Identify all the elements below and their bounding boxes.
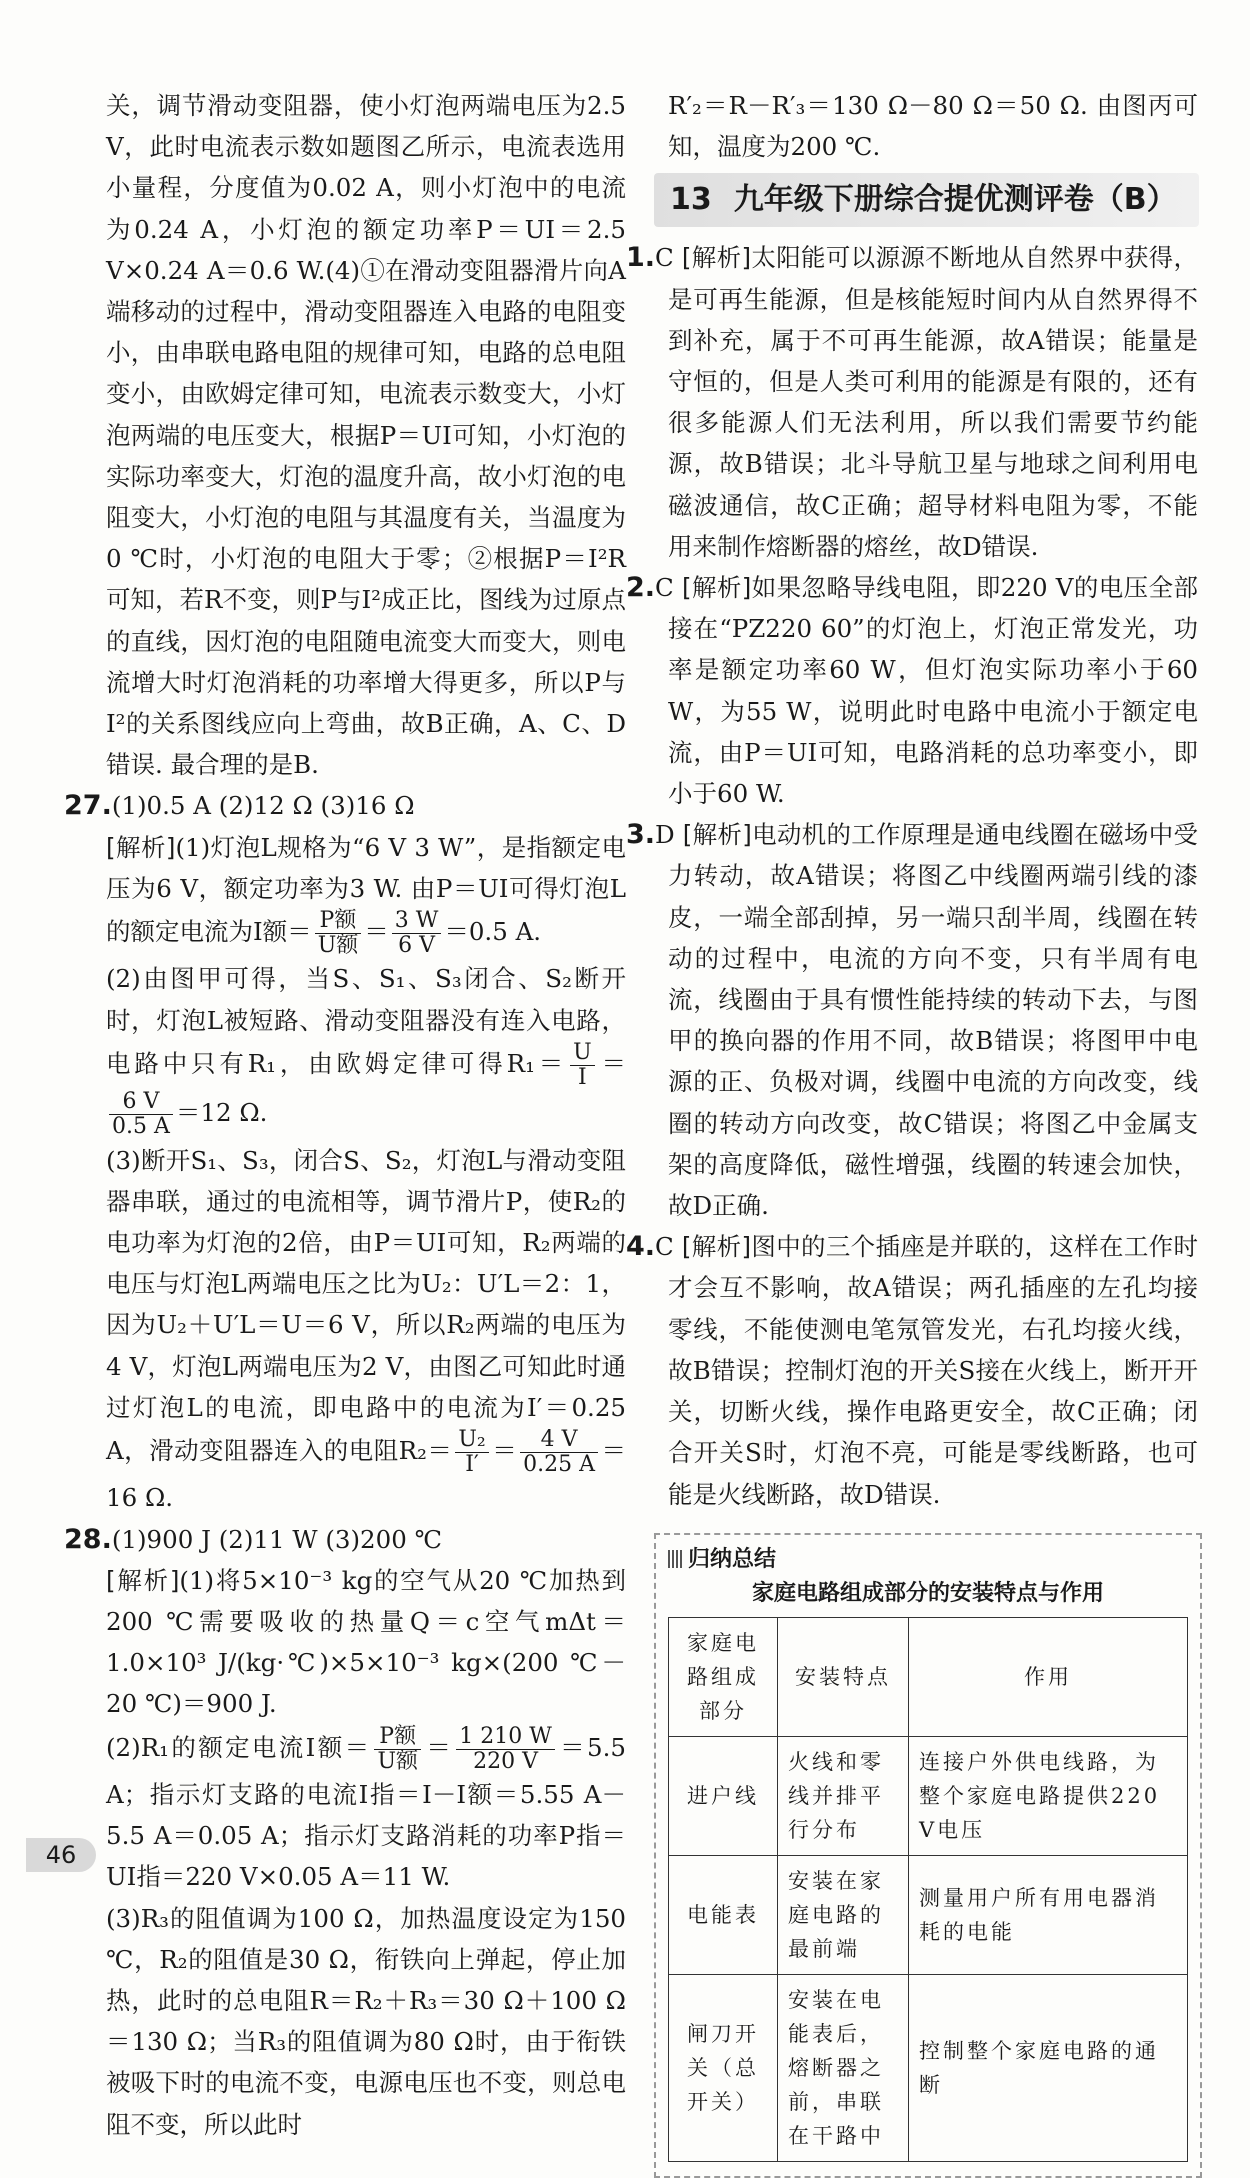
table-row (669, 1855, 1188, 1974)
table-cell: 闸刀开关（总开关） (669, 1974, 778, 2161)
column-header: 家庭电路组成部分 (669, 1617, 778, 1736)
analysis-label: [解析] (682, 573, 752, 603)
fraction: $\frac{\text{U₂}}{I'}$ (455, 1428, 488, 1477)
column-header: 作用 (909, 1617, 1188, 1736)
analysis-label: [解析] (681, 1232, 752, 1262)
analysis-label: [解析] (682, 820, 752, 850)
fraction: $\frac{3 W}{6 V}$ (392, 909, 442, 958)
table-cell: 进户线 (669, 1736, 778, 1855)
section-title-text: 九年级下册综合提优测评卷（B） (733, 182, 1177, 218)
table-cell: 测量用户所有用电器消耗的电能 (909, 1855, 1188, 1974)
question-number: 2. (626, 572, 656, 604)
answer: C (655, 573, 674, 603)
question-1 (626, 237, 1198, 567)
table-cell: 电能表 (669, 1855, 778, 1974)
table-row (669, 1974, 1188, 2161)
analysis-text: 太阳能可以源源不断地从自然界中获得，是可再生能源，但是核能短时间内从自然界得不到补充，属于不可再生能源，故A错误；能量是守恒的，但是人类可利用的能源是有限的，还有很多能源人们无法利用，所以我们需要节约能源，故B错误；北斗导航卫星与地球之间利用电磁波通信，故C正确；超导材料电阻为零，不能用来制作熔断器的熔丝，故D错误. (668, 243, 1198, 561)
summary-header (668, 1545, 1188, 1575)
fraction: $\frac{U}{I}$ (570, 1041, 595, 1090)
analysis-text: 图中的三个插座是并联的，这样在工作时才会互不影响，故A错误；两孔插座的左孔均接零线，不能使测电笔氖管发光，右孔均接火线，故B错误；控制灯泡的开关S接在火线上，断开开关，切断火线，操作电路更安全，故C正确；闭合开关S时，灯泡不亮，可能是零线断路，也可能是火线断路，故D错误. (668, 1232, 1198, 1509)
table-cell: 安装在电能表后，熔断器之前，串联在干路中 (778, 1974, 909, 2161)
analysis-label: [解析] (681, 243, 752, 273)
table-cell: 连接户外供电线路，为整个家庭电路提供220 V电压 (909, 1736, 1188, 1855)
question-3 (626, 814, 1198, 1226)
analysis-text: (2)由图甲可得，当S、S₁、S₃闭合、S₂断开时，灯泡L被短路、滑动变阻器没有连入电路，电路中只有R₁，由欧姆定律可得R₁＝ (106, 964, 626, 1079)
answer: D (655, 820, 675, 850)
question-number: 4. (626, 1231, 656, 1263)
analysis-text: 电动机的工作原理是通电线圈在磁场中受力转动，故A错误；将图乙中线圈两端引线的漆皮，一端全部刮掉，另一端只刮半周，线圈在转动的过程中，电流的方向不变，只有半周有电流，线圈由于具有惯性能持续的转动下去，与图甲的换向器的作用不同，故B错误；将图甲中电源的正、负极对调，线圈中电流的方向改变，线圈的转动方向改变，故C错误；将图乙中金属支架的高度降低，磁性增强，线圈的转速会加快，故D正确. (668, 820, 1198, 1221)
answer: C (655, 243, 674, 273)
summary-table (668, 1617, 1188, 2162)
analysis-label: [解析] (106, 1565, 180, 1595)
analysis-text: (1)灯泡L规格为“6 V 3 W”，是指额定电压为6 V，额定功率为3 W. 由P＝UI可得灯泡L的额定电流为I额＝ (106, 832, 626, 947)
question-4 (626, 1226, 1198, 1514)
q26-continuation: 关，调节滑动变阻器，使小灯泡两端电压为2.5 V，此时电流表示数如题图乙所示，电流表选用小量程，分度值为0.02 A，则小灯泡中的电流为0.24 A，小灯泡的额定功率P＝UI＝2.5 V×0.24 A＝0.6 W.(4)①在滑动变阻器滑片向A端移动的过程中，滑动变阻器连入电路的电阻变小，由串联电路电阻的规律可知，电路的总电阻变小，由欧姆定律可知，电流表示数变大，小灯泡两端的电压变大，根据P＝UI可知，小灯泡的实际功率变大，灯泡的温度升高，故小灯泡的电阻变大，小灯泡的电阻与其温度有关，当温度为0 ℃时，小灯泡的电阻大于零；②根据P＝I²R可知，若R不变，则P与I²成正比，图线为过原点的直线，因灯泡的电阻随电流变大而变大，则电流增大时灯泡消耗的功率增大得更多，所以P与I²的关系图线应向上弯曲，故B正确，A、C、D错误. 最合理的是B. (106, 91, 626, 780)
analysis-text: ＝16 Ω. (106, 1436, 627, 1513)
fraction: $\frac{\text{P额}}{\text{U额}}$ (315, 909, 362, 958)
question-number: 27. (64, 790, 112, 822)
table-title: 家庭电路组成部分的安装特点与作用 (751, 1580, 1104, 1606)
question-28: 28.(1)900 J (2)11 W (3)200 ℃ [解析](1)将5×10⁻³ kg的空气从20 ℃加热到200 ℃需要吸收的热量Q＝c空气mΔt＝1.0×10³ J/(kg·℃)×5×10⁻³ kg×(200 ℃－20 ℃)＝900 J. (2)R₁的额定电流I额＝ $\frac{\text{P额}}{\text{U额}}$ ＝ $\frac{1 210 W}{220 V}$ ＝5.5 A；指示灯支路的电流I指＝I－I额＝5.55 A－5.5 A＝0.05 A；指示灯支路消耗的功率P指＝UI指＝220 V×0.05 A＝11 W. (3)R₃的阻值调为100 Ω，加热温度设定为150 ℃，R₂的阻值是30 Ω，衔铁向上弹起，停止加热，此时的总电阻R＝R₂＋R₃＝30 Ω＋100 Ω＝130 Ω；当R₃的阻值调为80 Ω时，由于衔铁被吸下时的电流不变，电源电压也不变，则总电阻不变，所以此时 (106, 1519, 626, 2145)
analysis-text: ＝0.5 A. (444, 917, 542, 947)
table-header-row (669, 1617, 1188, 1736)
question-number: 28. (64, 1523, 112, 1555)
question-2 (626, 567, 1198, 814)
left-column (64, 85, 627, 2145)
table-cell: 控制整个家庭电路的通断 (909, 1974, 1188, 2161)
table-cell: 安装在家庭电路的最前端 (778, 1855, 909, 1974)
analysis-text: (2)R₁的额定电流I额＝ (106, 1732, 372, 1762)
table-cell: 火线和零线并排平行分布 (778, 1736, 909, 1855)
fraction: $\frac{4 V}{0.25 A}$ (520, 1428, 598, 1477)
analysis-label: [解析] (106, 832, 176, 862)
bars-icon (668, 1550, 682, 1568)
page-number: 46 (26, 1838, 96, 1872)
fraction: $\frac{6 V}{0.5 A}$ (109, 1090, 173, 1139)
analysis-text: (3)R₃的阻值调为100 Ω，加热温度设定为150 ℃，R₂的阻值是30 Ω，衔铁向上弹起，停止加热，此时的总电阻R＝R₂＋R₃＝30 Ω＋100 Ω＝130 Ω；当R₃的阻值调为80 Ω时，由于衔铁被吸下时的电流不变，电源电压也不变，则总电阻不变，所以此时 (106, 1903, 626, 2139)
section-number: 13 (670, 182, 712, 218)
answer-list: (1)0.5 A (2)12 Ω (3)16 Ω (111, 791, 415, 821)
question-number: 1. (626, 242, 656, 274)
analysis-text: (1)将5×10⁻³ kg的空气从20 ℃加热到200 ℃需要吸收的热量Q＝c空气mΔt＝1.0×10³ J/(kg·℃)×5×10⁻³ kg×(200 ℃－20 ℃)＝900 J. (106, 1565, 626, 1719)
answer: C (655, 1232, 674, 1262)
fraction: $\frac{\text{P额}}{\text{U额}}$ (374, 1725, 421, 1774)
analysis-text: ＝5.5 A；指示灯支路的电流I指＝I－I额＝5.55 A－5.5 A＝0.05 A；指示灯支路消耗的功率P指＝UI指＝220 V×0.05 A＝11 W. (106, 1732, 627, 1892)
question-27: 27.(1)0.5 A (2)12 Ω (3)16 Ω [解析](1)灯泡L规格为“6 V 3 W”，是指额定电压为6 V，额定功率为3 W. 由P＝UI可得灯泡L的额定电流为I额＝ $\frac{\text{P额}}{\text{U额}}$ ＝ $\frac{3 W}{6 V}$ ＝0.5 A. (2)由图甲可得，当S、S₁、S₃闭合、S₂断开时，灯泡L被短路、滑动变阻器没有连入电路，电路中只有R₁，由欧姆定律可得R₁＝ $\frac{U}{I}$ ＝ $\frac{6 V}{0.5 A}$ ＝12 Ω. (3)断开S₁、S₃，闭合S、S₂，灯泡L与滑动变阻器串联，通过的电流相等，调节滑片P，使R₂的电功率为灯泡的2倍，由P＝UI可知，R₂两端的电压与灯泡L两端电压之比为U₂：U′L＝2：1，因为U₂＋U′L＝U＝6 V，所以R₂两端的电压为4 V，灯泡L两端电压为2 V，由图乙可知此时通过灯泡L的电流，即电路中的电流为I′＝0.25 A，滑动变阻器连入的电阻R₂＝ $\frac{\text{U₂}}{I'}$ ＝ $\frac{4 V}{0.25 A}$ ＝16 Ω. (64, 790, 627, 1513)
analysis-text: (3)断开S₁、S₃，闭合S、S₂，灯泡L与滑动变阻器串联，通过的电流相等，调节滑片P，使R₂的电功率为灯泡的2倍，由P＝UI可知，R₂两端的电压与灯泡L两端电压之比为U₂：U′L＝2：1，因为U₂＋U′L＝U＝6 V，所以R₂两端的电压为4 V，灯泡L两端电压为2 V，由图乙可知此时通过灯泡L的电流，即电路中的电流为I′＝0.25 A，滑动变阻器连入的电阻R₂＝ (106, 1145, 626, 1466)
question-number: 3. (626, 819, 656, 851)
table-row (669, 1736, 1188, 1855)
fraction: $\frac{1 210 W}{220 V}$ (456, 1725, 555, 1774)
right-column (626, 85, 1198, 2178)
summary-box (654, 1533, 1202, 2178)
section-title (654, 173, 1199, 227)
column-header: 安装特点 (778, 1617, 909, 1736)
summary-label: 归纳总结 (688, 1546, 777, 1572)
q28-continuation: R′₂＝R－R′₃＝130 Ω－80 Ω＝50 Ω. 由图丙可知，温度为200 ℃. (668, 91, 1198, 162)
analysis-text: 如果忽略导线电阻，即220 V的电压全部接在“PZ220 60”的灯泡上，灯泡正常发光，功率是额定功率60 W，但灯泡实际功率小于60 W，为55 W，说明此时电路中电流小于额定电流，由P＝UI可知，电路消耗的总功率变小，即小于60 W. (668, 573, 1198, 809)
answer-list: (1)900 J (2)11 W (3)200 ℃ (111, 1524, 443, 1554)
analysis-text: ＝12 Ω. (175, 1098, 268, 1128)
